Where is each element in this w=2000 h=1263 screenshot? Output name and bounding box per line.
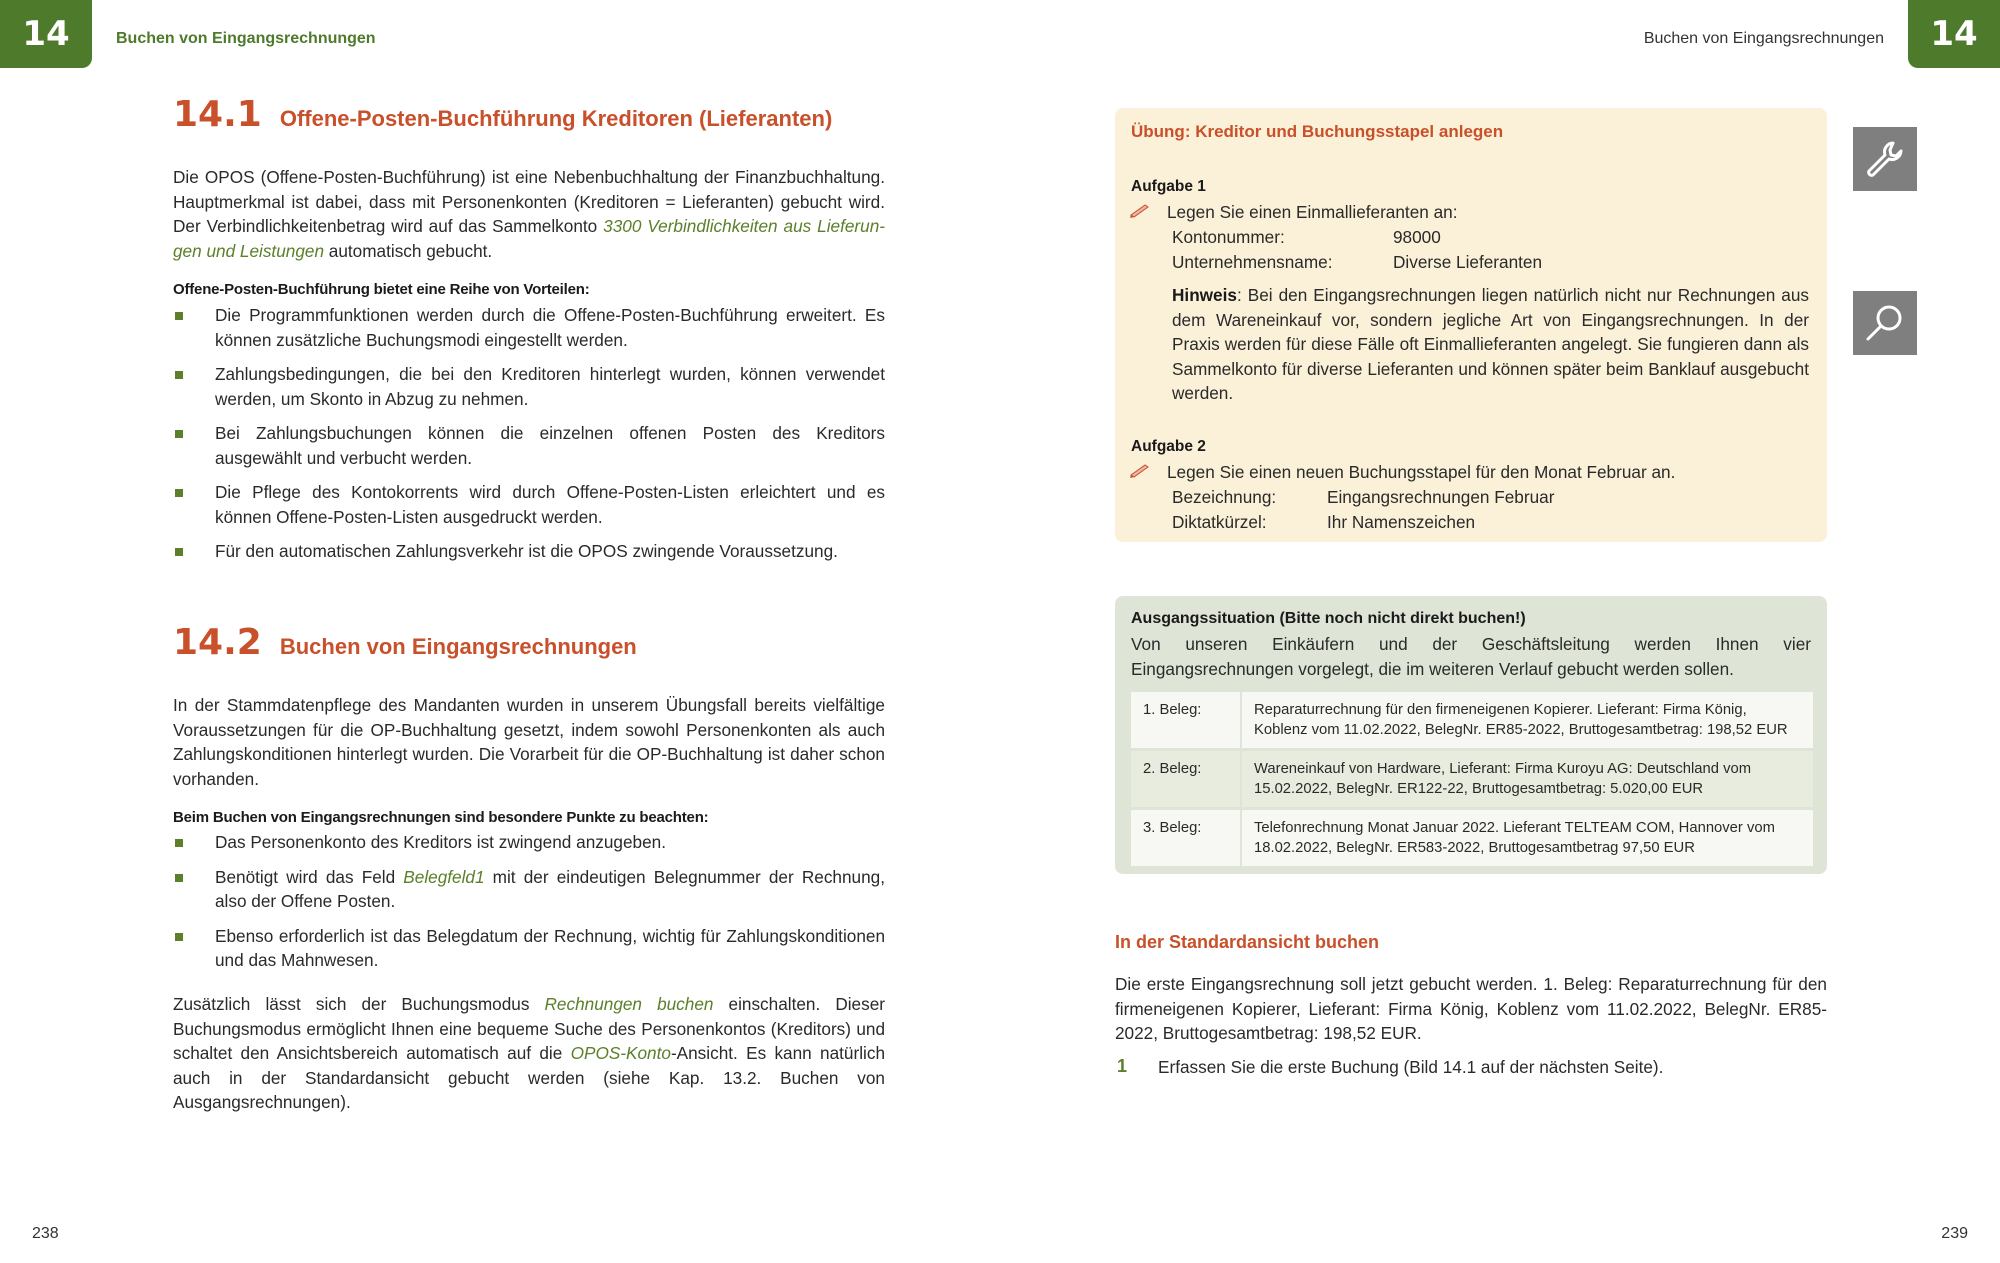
receipt-text: Telefonrechnung Monat Januar 2022. Lieferant TELTEAM COM, Hannover vom 18.02.2022, BelegNr. ER583-2022, Bruttogesamtbetrag 97,50 EUR bbox=[1242, 810, 1813, 866]
task2-label: Aufgabe 2 bbox=[1131, 438, 1206, 455]
section-14-1-heading bbox=[173, 94, 832, 135]
intro-text-end: automatisch gebucht. bbox=[324, 240, 493, 261]
task1-field-value: Diverse Lieferanten bbox=[1393, 252, 1543, 272]
hint-text: : Bei den Eingangsrechnungen liegen natürlich nicht nur Rechnungen aus dem Wareneinkauf vor, sondern jegliche Art von Eingangsrechnungen. In der Praxis werden für diese Fälle oft Einmallieferanten angelegt. Sie fungieren dann als Sammelkonto für diverse Lieferanten und können später beim Banklauf ausgebucht werden. bbox=[1172, 285, 1809, 403]
advantages-list bbox=[173, 303, 885, 574]
situation-title: Ausgangssituation (Bitte noch nicht direkt buchen!) bbox=[1131, 610, 1526, 627]
account-link: 3300 Verbindlichkeiten aus Lieferun-gen und Leistungen bbox=[173, 216, 885, 261]
points-subhead: Beim Buchen von Eingangsrechnungen sind besondere Punkte zu beachten: bbox=[173, 809, 709, 826]
bullet-square-icon bbox=[175, 489, 183, 497]
advantages-subhead: Offene-Posten-Buchführung bietet eine Reihe von Vorteilen: bbox=[173, 281, 590, 298]
bullet-square-icon bbox=[175, 874, 183, 882]
receipt-label: 3. Beleg: bbox=[1131, 810, 1242, 866]
list-item bbox=[173, 303, 885, 352]
step-text: Erfassen Sie die erste Buchung (Bild 14.1 auf der nächsten Seite). bbox=[1158, 1057, 1664, 1077]
list-item-text: Ebenso erforderlich ist das Belegdatum der Rechnung, wichtig für Zahlungskonditionen und das Mahnwesen. bbox=[215, 925, 885, 970]
wrench-icon bbox=[1853, 127, 1917, 191]
list-item-text-end: mit der eindeutigen Belegnummer der Rechnung, also der Offene Posten. bbox=[215, 866, 885, 911]
list-item-text: Die Pflege des Kontokorrents wird durch Offene-Posten-Listen erleichtert und es können Offene-Posten-Listen ausgedruckt werden. bbox=[215, 482, 885, 527]
section-14-2-intro: In der Stammdatenpflege des Mandanten wurden in unserem Übungsfall bereits vielfältige Voraussetzungen für die OP-Buchhaltung gesetzt, indem sowohl Personenkonten als auch Zahlungskonditionen hinterlegt wurden. Die Vorarbeit für die OP-Buchhaltung ist daher schon vorhanden. bbox=[173, 695, 885, 789]
magnifier-icon bbox=[1853, 291, 1917, 355]
section-number: 14.2 bbox=[173, 622, 262, 663]
section-14-1-intro bbox=[173, 165, 885, 263]
chapter-tab-left bbox=[0, 0, 92, 68]
bullet-square-icon bbox=[175, 839, 183, 847]
intro-text: Die OPOS (Offene-Posten-Buchführung) ist eine Nebenbuchhaltung der Finanzbuchhaltung. Hauptmerkmal ist dabei, dass mit Personenkonten (Kreditoren = Lieferanten) gebucht wird. Der Verbindlichkeitenbetrag wird auf das Sammelkonto bbox=[173, 167, 885, 236]
list-item-text: Benötigt wird das Feld bbox=[215, 866, 404, 887]
chapter-tab-right bbox=[1908, 0, 2000, 68]
situation-box bbox=[1115, 596, 1827, 874]
task1-field-label: Kontonummer: bbox=[1172, 227, 1285, 247]
mode-link: Rechnungen buchen bbox=[544, 994, 714, 1014]
standard-heading: In der Standardansicht buchen bbox=[1115, 932, 1380, 952]
bullet-square-icon bbox=[175, 371, 183, 379]
section-14-2-heading bbox=[173, 622, 637, 663]
exercise-title: Übung: Kreditor und Buchungsstapel anlegen bbox=[1131, 122, 1504, 141]
section-14-2-outro bbox=[173, 992, 885, 1115]
standard-text: Die erste Eingangsrechnung soll jetzt gebucht werden. 1. Beleg: Reparaturrechnung für den firmeneigenen Kopierer, Lieferant: Firma König, Koblenz vom 11.02.2022, BelegNr. ER85-2022, Bruttogesamtbetrag: 198,52 EUR. bbox=[1115, 974, 1827, 1043]
chapter-number: 14 bbox=[22, 14, 70, 54]
section-title: Buchen von Eingangsrechnungen bbox=[279, 634, 637, 659]
pencil-icon bbox=[1129, 202, 1151, 223]
list-item bbox=[173, 362, 885, 411]
page-number-left: 238 bbox=[32, 1225, 59, 1242]
task1-field-label: Unternehmensname: bbox=[1172, 252, 1333, 272]
view-link: OPOS-Konto bbox=[570, 1043, 671, 1063]
list-item-text: Das Personenkonto des Kreditors ist zwingend anzugeben. bbox=[215, 832, 666, 852]
table-row bbox=[1131, 692, 1813, 748]
task2-field-value: Ihr Namenszeichen bbox=[1327, 512, 1476, 532]
bullet-square-icon bbox=[175, 933, 183, 941]
task1-field-value: 98000 bbox=[1393, 227, 1441, 247]
list-item-text: Für den automatischen Zahlungsverkehr ist die OPOS zwingende Voraussetzung. bbox=[215, 541, 838, 561]
bullet-square-icon bbox=[175, 548, 183, 556]
list-item bbox=[173, 421, 885, 470]
table-row bbox=[1131, 810, 1813, 866]
hint-label: Hinweis bbox=[1172, 285, 1237, 305]
running-head-right: Buchen von Eingangsrechnungen bbox=[1643, 30, 1884, 47]
task2-field-value: Eingangsrechnungen Februar bbox=[1327, 487, 1555, 507]
outro-text: Zusätzlich lässt sich der Buchungsmodus bbox=[173, 994, 545, 1014]
list-item bbox=[173, 924, 885, 973]
running-head-left: Buchen von Eingangsrechnungen bbox=[116, 30, 376, 47]
section-title: Offene-Posten-Buchführung Kreditoren (Lieferanten) bbox=[279, 106, 833, 131]
list-item-text: Zahlungsbedingungen, die bei den Kreditoren hinterlegt wurden, können verwendet werden, um Skonto in Abzug zu nehmen. bbox=[215, 364, 885, 409]
list-item bbox=[173, 830, 885, 855]
page-number-right: 239 bbox=[1941, 1225, 1968, 1242]
table-row bbox=[1131, 751, 1813, 807]
situation-intro: Von unseren Einkäufern und der Geschäftsleitung werden Ihnen vier Eingangsrechnungen vorgelegt, die im weiteren Verlauf gebucht werden sollen. bbox=[1131, 634, 1811, 679]
task1-text: Legen Sie einen Einmallieferanten an: bbox=[1167, 202, 1458, 222]
hint-paragraph bbox=[1172, 283, 1809, 406]
list-item bbox=[173, 480, 885, 529]
receipt-text: Wareneinkauf von Hardware, Lieferant: Firma Kuroyu AG: Deutschland vom 15.02.2022, BelegNr. ER122-22, Bruttogesamtbetrag: 5.020,00 EUR bbox=[1242, 751, 1813, 807]
step-number: 1 bbox=[1117, 1056, 1128, 1076]
bullet-square-icon bbox=[175, 312, 183, 320]
points-list bbox=[173, 830, 885, 983]
outro-text-end: -Ansicht. Es kann natürlich auch in der Standardansicht gebucht werden (siehe Kap. 13.2. Buchen von Ausgangsrechnungen). bbox=[173, 1043, 886, 1112]
task2-text: Legen Sie einen neuen Buchungsstapel für den Monat Februar an. bbox=[1167, 462, 1676, 482]
field-link: Belegfeld1 bbox=[403, 866, 485, 887]
chapter-number: 14 bbox=[1930, 14, 1978, 54]
task1-label: Aufgabe 1 bbox=[1131, 178, 1206, 195]
exercise-box bbox=[1115, 108, 1827, 542]
list-item bbox=[173, 539, 885, 564]
bullet-square-icon bbox=[175, 430, 183, 438]
receipts-table bbox=[1131, 689, 1813, 869]
receipt-text: Reparaturrechnung für den firmeneigenen Kopierer. Lieferant: Firma König, Koblenz vom 11.02.2022, BelegNr. ER85-2022, Bruttogesamtbetrag: 198,52 EUR bbox=[1242, 692, 1813, 748]
list-item-text: Bei Zahlungsbuchungen können die einzelnen offenen Posten des Kreditors ausgewählt und verbucht werden. bbox=[215, 423, 885, 468]
section-number: 14.1 bbox=[173, 94, 262, 135]
list-item bbox=[173, 865, 885, 914]
task2-field-label: Bezeichnung: bbox=[1172, 487, 1277, 507]
receipt-label: 2. Beleg: bbox=[1131, 751, 1242, 807]
outro-text: einschalten. Dieser Buchungsmodus ermöglicht Ihnen eine bequeme Suche des Personenkontos (Kreditors) und schaltet den Ansichtsbereich automatisch auf die bbox=[173, 994, 885, 1063]
list-item-text: Die Programmfunktionen werden durch die Offene-Posten-Buchführung erweitert. Es können zusätzliche Buchungsmodi eingestellt werden. bbox=[215, 305, 885, 350]
pencil-icon bbox=[1129, 462, 1151, 483]
task2-field-label: Diktatkürzel: bbox=[1172, 512, 1267, 532]
receipt-label: 1. Beleg: bbox=[1131, 692, 1242, 748]
